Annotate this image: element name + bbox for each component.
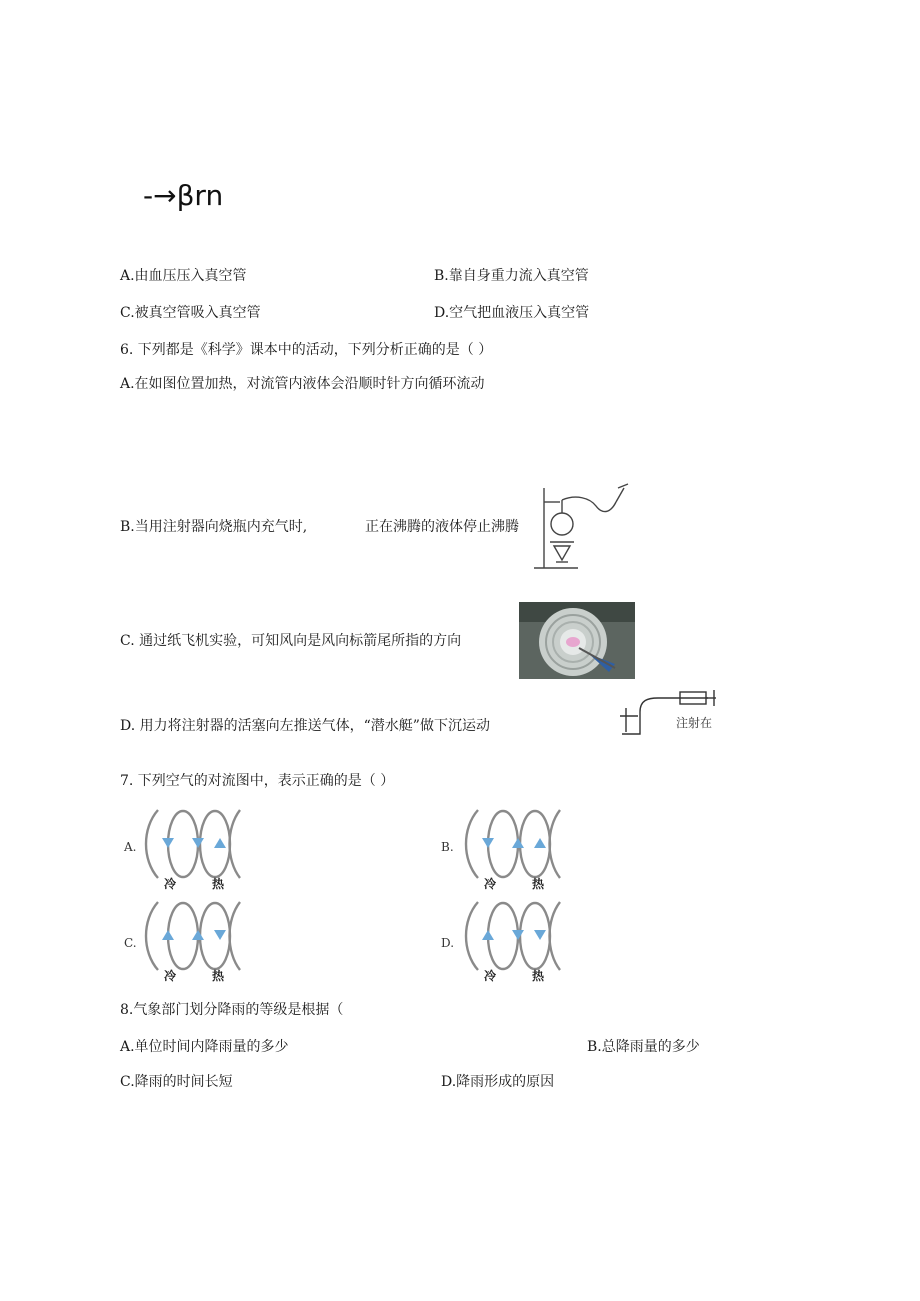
- q7-option-d-label[interactable]: D.: [441, 936, 455, 950]
- q8-option-a[interactable]: A.单位时间内降雨量的多少: [120, 1039, 289, 1055]
- q6-option-c[interactable]: C. 通过纸飞机实验，可知风向是风向标箭尾所指的方向: [120, 633, 462, 649]
- cold-label: 冷: [484, 969, 497, 982]
- convection-diagram-c[interactable]: [142, 898, 242, 982]
- q7-option-b-label[interactable]: B.: [441, 840, 454, 854]
- q6-option-b-part1[interactable]: B.当用注射器向烧瓶内充气时,: [120, 519, 308, 535]
- convection-diagram-d[interactable]: [462, 898, 562, 982]
- q6-option-b-part2[interactable]: 正在沸腾的液体停止沸腾: [365, 519, 519, 535]
- cold-label: 冷: [164, 877, 177, 890]
- hot-label: 热: [212, 877, 225, 890]
- q5-option-d[interactable]: D.空气把血液压入真空管: [434, 305, 590, 321]
- cold-label: 冷: [484, 877, 497, 890]
- hot-label: 热: [532, 877, 545, 890]
- q7-option-c-label[interactable]: C.: [124, 936, 137, 950]
- syringe-label: 注射在: [676, 716, 713, 730]
- syringe-submarine-image: [618, 686, 718, 738]
- fan-photo-image: [519, 602, 635, 679]
- q6-option-d[interactable]: D. 用力将注射器的活塞向左推送气体，“潜水艇”做下沉运动: [120, 718, 490, 734]
- q8-stem: 8.气象部门划分降雨的等级是根据（: [120, 1002, 344, 1018]
- header-fragment: -→βrn: [143, 179, 224, 212]
- q7-option-a-label[interactable]: A.: [124, 840, 137, 854]
- q8-option-b[interactable]: B.总降雨量的多少: [587, 1039, 700, 1055]
- q5-option-c[interactable]: C.被真空管吸入真空管: [120, 305, 261, 321]
- q8-option-d[interactable]: D.降雨形成的原因: [441, 1074, 555, 1090]
- cold-label: 冷: [164, 969, 177, 982]
- q7-stem: 7. 下列空气的对流图中，表示正确的是（ ）: [120, 773, 395, 789]
- q5-option-b[interactable]: B.靠自身重力流入真空管: [434, 268, 589, 284]
- q6-option-a[interactable]: A.在如图位置加热，对流管内液体会沿顺时针方向循环流动: [120, 376, 485, 392]
- q8-option-c[interactable]: C.降雨的时间长短: [120, 1074, 233, 1090]
- convection-diagram-b[interactable]: [462, 806, 562, 890]
- hot-label: 热: [532, 969, 545, 982]
- q5-option-a[interactable]: A.由血压压入真空管: [120, 268, 247, 284]
- hot-label: 热: [212, 969, 225, 982]
- flask-apparatus-image: [530, 480, 630, 572]
- q6-stem: 6. 下列都是《科学》课本中的活动，下列分析正确的是（ ）: [120, 342, 493, 358]
- convection-diagram-a[interactable]: [142, 806, 242, 890]
